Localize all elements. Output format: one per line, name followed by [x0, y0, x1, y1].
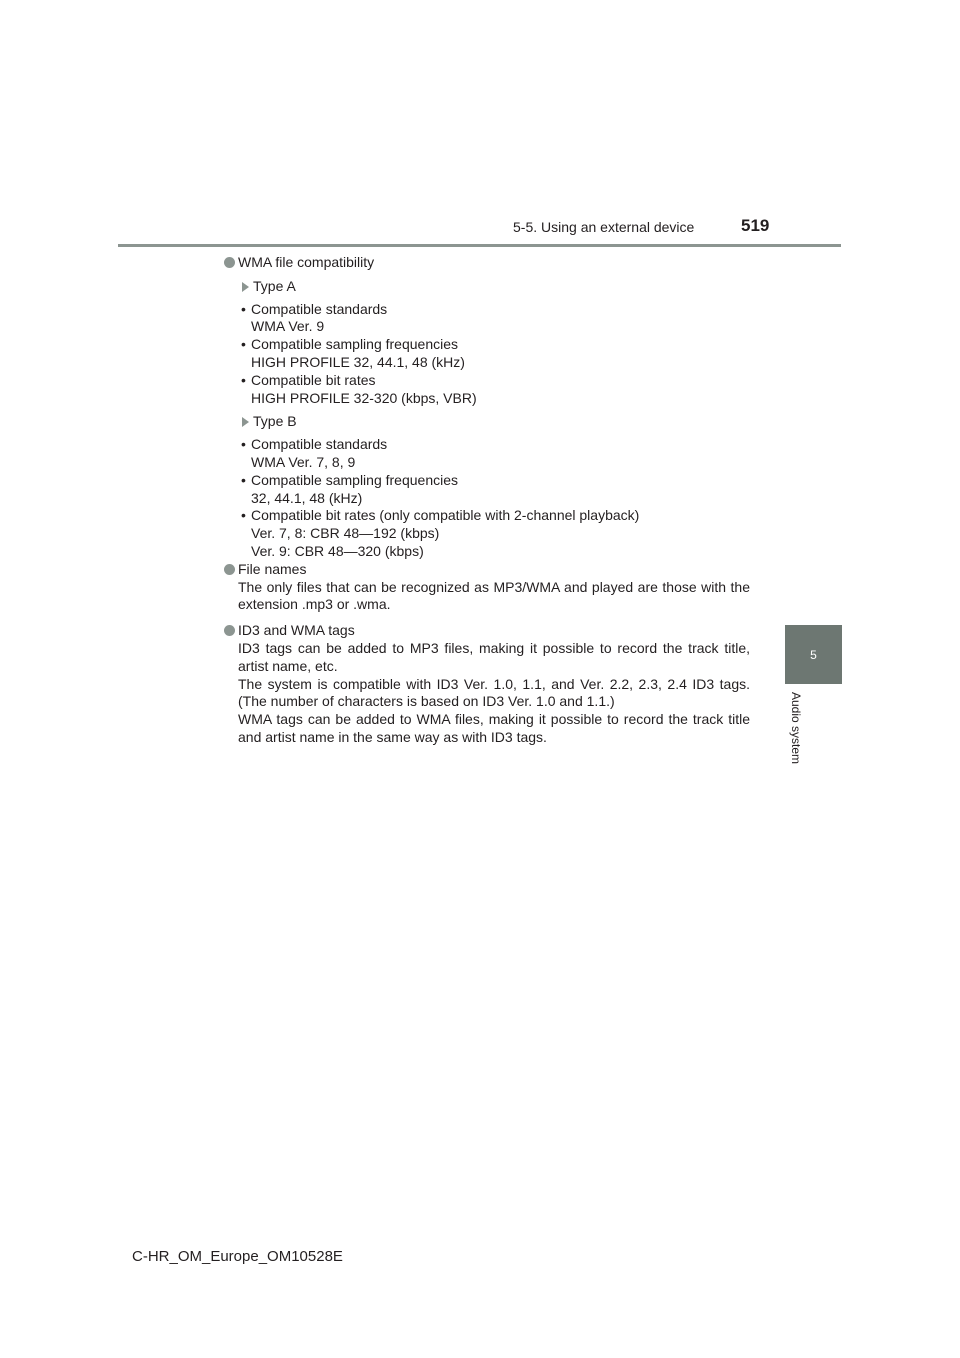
list-item-value: HIGH PROFILE 32-320 (kbps, VBR)	[251, 389, 477, 406]
list-item-value: Ver. 7, 8: CBR 48—192 (kbps)	[251, 525, 440, 542]
subheading-type-b	[224, 413, 750, 431]
footer-doc-id: C-HR_OM_Europe_OM10528E	[132, 1248, 343, 1265]
list-item-label: Compatible sampling frequencies	[251, 336, 458, 353]
subheading-type-a	[224, 278, 750, 296]
list-item	[224, 301, 750, 337]
subheading-label: Type B	[253, 413, 297, 430]
list-bullet-icon: •	[241, 436, 246, 453]
header-section-title: 5-5. Using an external device	[513, 219, 695, 235]
bullet-title: File names	[238, 560, 307, 577]
list-item-label: Compatible bit rates (only compatible with 2-channel playback)	[251, 507, 640, 524]
list-item	[224, 436, 750, 472]
list-bullet-icon: •	[241, 507, 246, 524]
chapter-tab	[785, 625, 842, 684]
list-item	[224, 372, 750, 408]
bullet-wma-compatibility	[224, 254, 750, 272]
list-item-value: Ver. 9: CBR 48—320 (kbps)	[251, 542, 424, 559]
triangle-right-icon	[242, 417, 249, 427]
list-bullet-icon: •	[241, 336, 246, 353]
chapter-tab-label: Audio system	[789, 692, 803, 765]
bullet-tags	[224, 622, 750, 747]
page-number: 519	[741, 216, 770, 235]
list-bullet-icon: •	[241, 300, 246, 317]
list-bullet-icon: •	[241, 471, 246, 488]
bullet-title: WMA file compatibility	[238, 254, 375, 270]
bullet-text: The only files that can be recognized as MP3/WMA and played are those with the extension .mp3 or .wma.	[238, 578, 750, 613]
list-item-label: Compatible sampling frequencies	[251, 471, 458, 488]
header-rule	[118, 244, 841, 247]
bullet-dot-icon	[224, 625, 235, 636]
list-item-value: WMA Ver. 9	[251, 318, 325, 335]
bullet-dot-icon	[224, 257, 235, 268]
bullet-text: ID3 tags can be added to MP3 files, making it possible to record the track title, artist name, etc.	[238, 639, 750, 674]
bullet-text: The system is compatible with ID3 Ver. 1.0, 1.1, and Ver. 2.2, 2.3, 2.4 ID3 tags. (The number of characters is based on ID3 Ver. 1.0 and 1.1.)	[238, 675, 750, 710]
list-item	[224, 507, 750, 560]
chapter-tab-number: 5	[810, 647, 817, 662]
subheading-label: Type A	[253, 277, 296, 294]
list-item-value: 32, 44.1, 48 (kHz)	[251, 489, 363, 506]
list-item-label: Compatible standards	[251, 436, 388, 453]
list-item-value: HIGH PROFILE 32, 44.1, 48 (kHz)	[251, 353, 465, 370]
list-item-label: Compatible bit rates	[251, 371, 376, 388]
list-item	[224, 472, 750, 508]
triangle-right-icon	[242, 282, 249, 292]
bullet-file-names	[224, 561, 750, 614]
list-item	[224, 336, 750, 372]
list-item-label: Compatible standards	[251, 300, 388, 317]
bullet-title: ID3 and WMA tags	[238, 622, 355, 639]
bullet-text: WMA tags can be added to WMA files, making it possible to record the track title and artist name in the same way as with ID3 tags.	[238, 711, 750, 745]
list-bullet-icon: •	[241, 371, 246, 388]
bullet-dot-icon	[224, 564, 235, 575]
main-content	[224, 254, 750, 747]
list-item-value: WMA Ver. 7, 8, 9	[251, 453, 356, 470]
